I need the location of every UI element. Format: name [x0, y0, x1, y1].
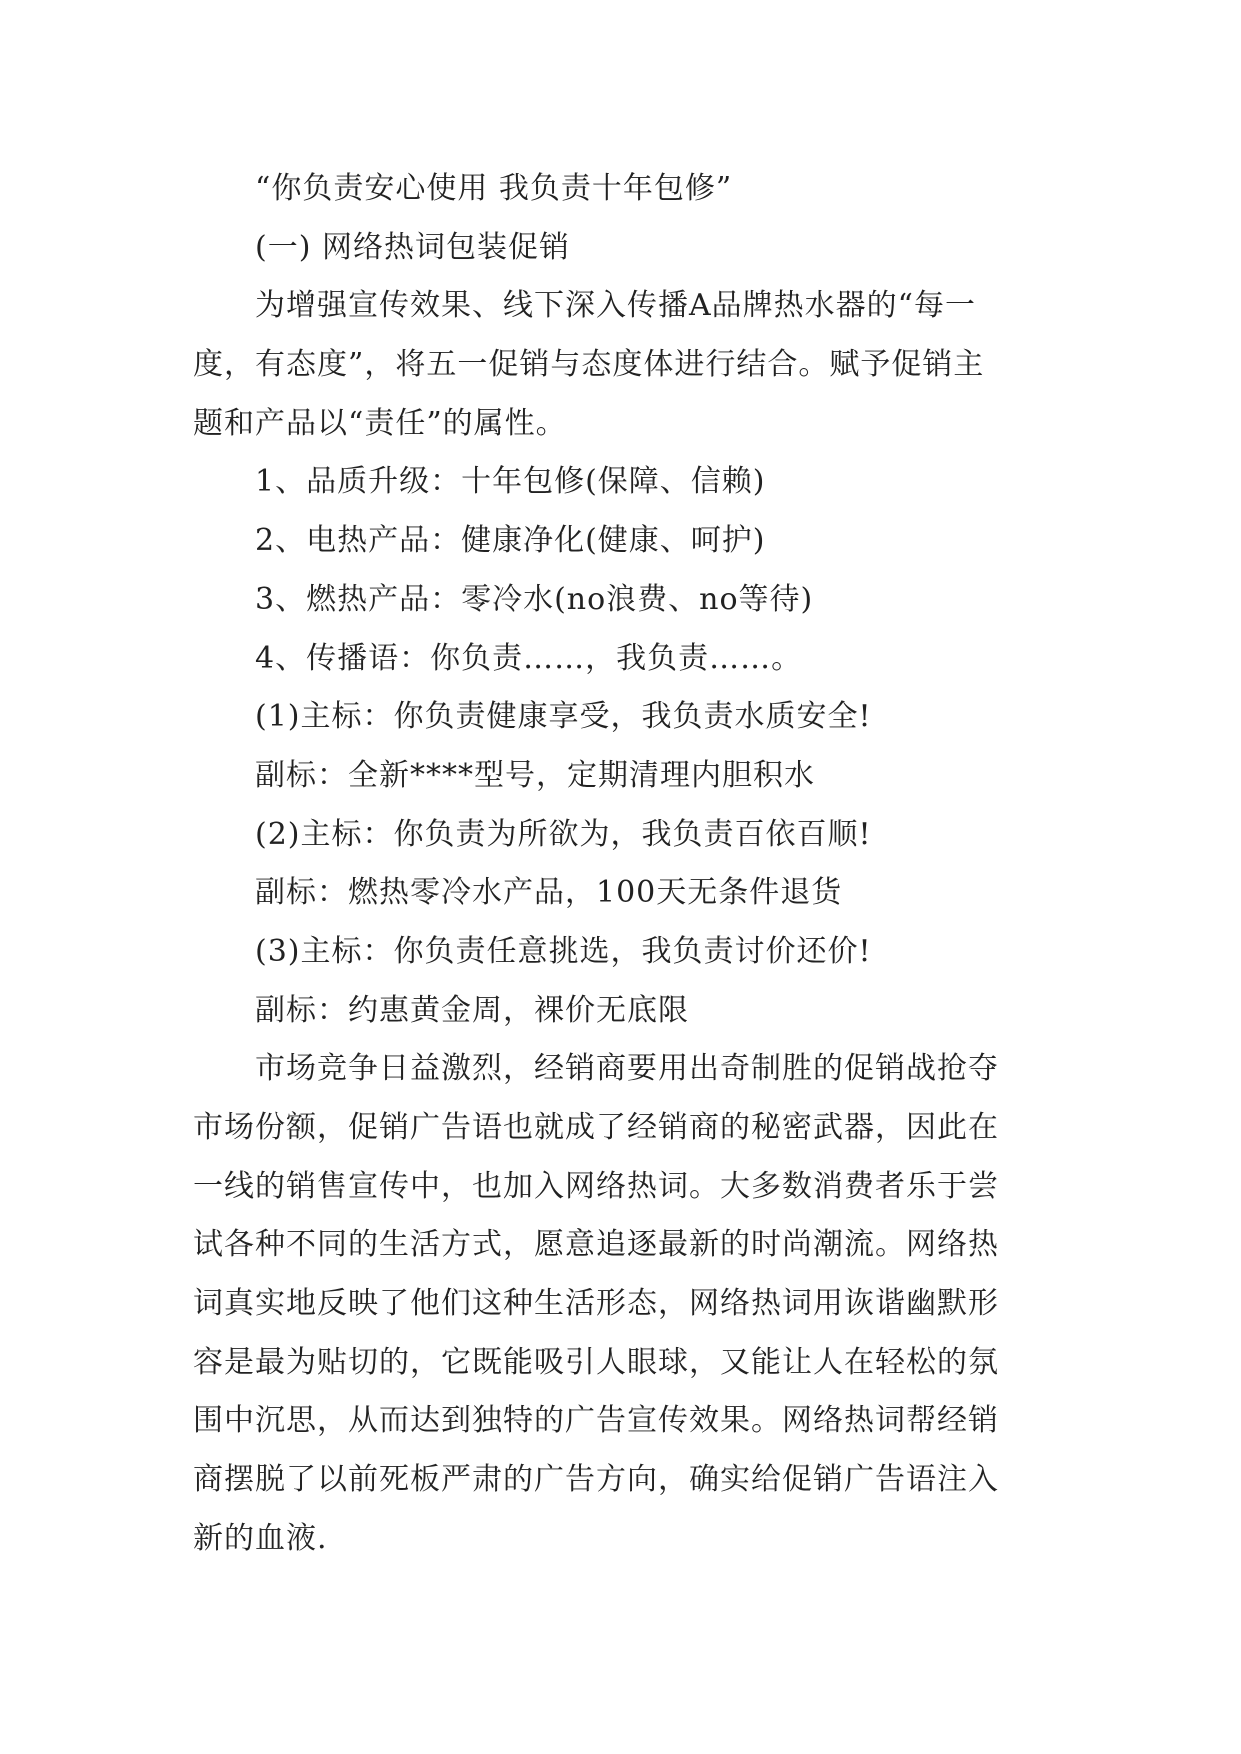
slogan-line: “你负责安心使用 我负责十年包修” [255, 171, 733, 206]
paragraph-line: 一线的销售宣传中，也加入网络热词。大多数消费者乐于尝 [193, 1168, 999, 1204]
paragraph-line: 试各种不同的生活方式，愿意追逐最新的时尚潮流。网络热 [193, 1227, 999, 1263]
paragraph-line: 新的血液. [193, 1520, 328, 1556]
paragraph-line: 容是最为贴切的，它既能吸引人眼球，又能让人在轻松的氛 [193, 1344, 999, 1380]
sub-slogan: 副标：燃热零冷水产品，100天无条件退货 [255, 875, 843, 911]
paragraph-line: 度，有态度”，将五一促销与态度体进行结合。赋予促销主 [193, 347, 985, 383]
main-slogan: (2)主标：你负责为所欲为，我负责百依百顺! [255, 816, 872, 852]
list-item: 4、传播语：你负责……，我负责……。 [255, 640, 803, 676]
sub-slogan: 副标：全新****型号，定期清理内胆积水 [255, 757, 815, 793]
list-item: 2、电热产品：健康净化(健康、呵护) [255, 523, 766, 559]
document-body [193, 160, 1061, 1569]
paragraph-line: 为增强宣传效果、线下深入传播A品牌热水器的“每一 [255, 288, 977, 324]
main-slogan: (1)主标：你负责健康享受，我负责水质安全! [255, 699, 872, 735]
paragraph-line: 市场份额，促销广告语也就成了经销商的秘密武器，因此在 [193, 1110, 999, 1145]
paragraph-line: 商摆脱了以前死板严肃的广告方向，确实给促销广告语注入 [193, 1462, 999, 1498]
sub-slogan: 副标：约惠黄金周，裸价无底限 [255, 992, 689, 1028]
list-item: 1、品质升级：十年包修(保障、信赖) [255, 464, 766, 500]
paragraph-line: 市场竞争日益激烈，经销商要用出奇制胜的促销战抢夺 [255, 1051, 999, 1087]
paragraph-line: 题和产品以“责任”的属性。 [193, 405, 567, 441]
list-item: 3、燃热产品：零冷水(no浪费、no等待) [255, 581, 814, 617]
paragraph-line: 围中沉思，从而达到独特的广告宣传效果。网络热词帮经销 [193, 1403, 999, 1439]
section-heading: (一) 网络热词包装促销 [255, 229, 570, 265]
paragraph-line: 词真实地反映了他们这种生活形态，网络热词用诙谐幽默形 [193, 1286, 999, 1322]
main-slogan: (3)主标：你负责任意挑选，我负责讨价还价! [255, 933, 872, 969]
